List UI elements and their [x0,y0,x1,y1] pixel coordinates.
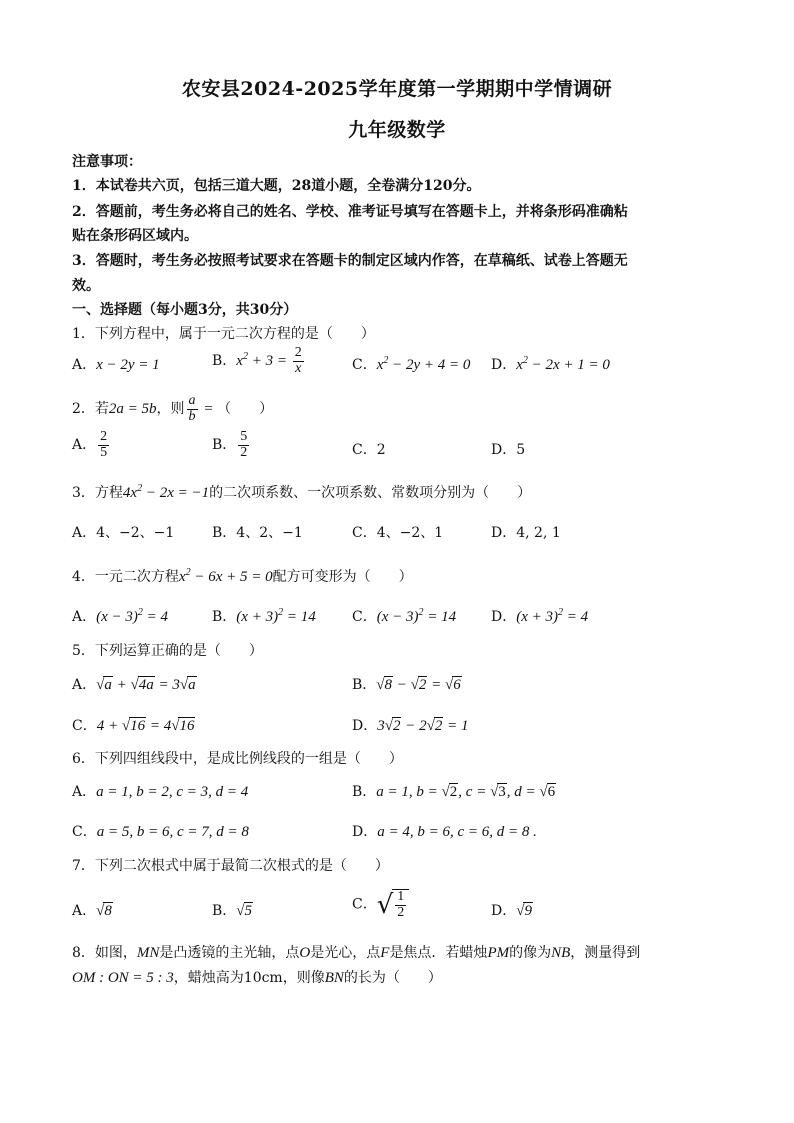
q6-option-c: C．a = 5, b = 6, c = 7, d = 8 [72,824,249,840]
question-8-line-1: 8．如图，MN是凸透镜的主光轴，点O是光心，点F是焦点．若蜡烛PM的像为NB，测量得到 [72,945,641,961]
q1-option-a: A．x − 2y = 1 [72,357,160,373]
q7-option-d: D．√9 [491,903,532,919]
q6-option-a: A．a = 1, b = 2, c = 3, d = 4 [72,784,249,800]
q3-option-a: A．4、−2、−1 [72,525,175,541]
q5-option-d: D．3√2 − 2√2 = 1 [352,718,469,734]
q5-option-c: C．4 + √16 = 4√16 [72,718,195,734]
q2-option-b: B． $\frac{5}{2}$ [212,429,248,460]
question-5-stem: 5．下列运算正确的是（ ） [72,643,263,659]
q1-option-b: B．$x^2 + 3$ = $\frac{2}{x}$ [212,345,302,376]
note-3-line-1: 3．答题时，考生务必按照考试要求在答题卡的制定区域内作答，在草稿纸、试卷上答题无 [72,253,628,269]
q3-option-d: D．4, 2, 1 [491,525,561,541]
q6-option-b: B．a = 1, b = √2, c = √3, d = √6 [352,784,556,800]
note-2-line-2: 贴在条形码区域内。 [72,228,198,244]
q2-option-d: D．5 [491,442,526,458]
q1-option-d: D．$x^2 - 2x + 1 = 0$ [491,355,610,373]
q1-option-c: C．$x^2 - 2y + 4 = 0$ [352,355,471,373]
note-1: 1．本试卷共六页，包括三道大题，28道小题，全卷满分120分。 [72,178,481,194]
q7-option-c: C．√ $\frac{1}{2}$ [352,889,409,920]
notes-heading: 注意事项： [72,154,142,170]
q4-option-d: D．$(x + 3)^2 = 4$ [491,607,589,625]
q7-option-a: A．√8 [72,903,112,919]
question-3-stem: 3．方程$4x^2 - 2x = -1$的二次项系数、一次项系数、常数项分别为（ ） [72,483,532,501]
question-1-stem: 1．下列方程中，属于一元二次方程的是（ ） [72,326,375,342]
q2-option-c: C．2 [352,442,386,458]
question-2-stem: 2．若2a = 5b，则 $\frac{a}{b}$ = （ ） [72,393,274,424]
question-6-stem: 6．下列四组线段中，是成比例线段的一组是（ ） [72,751,403,767]
note-2-line-1: 2．答题前，考生务必将自己的姓名、学校、准考证号填写在答题卡上，并将条形码准确粘 [72,204,628,220]
q4-option-b: B．$(x + 3)^2 = 14$ [212,607,316,625]
q5-option-a: A．√a + √4a = 3√a [72,677,196,693]
q5-option-b: B．√8 − √2 = √6 [352,677,461,693]
q3-option-b: B．4、2、−1 [212,525,303,541]
question-7-stem: 7．下列二次根式中属于最简二次根式的是（ ） [72,858,389,874]
q4-option-a: A．$(x - 3)^2 = 4$ [72,607,169,625]
q7-option-b: B．√5 [212,903,253,919]
exam-subtitle: 九年级数学 [348,119,446,141]
question-8-line-2: OM : ON = 5 : 3，蜡烛高为10cm，则像BN的长为（ ） [72,970,442,986]
section-heading: 一、选择题（每小题3分，共30分） [72,302,298,318]
question-4-stem: 4．一元二次方程$x^2 - 6x + 5 = 0$配方可变形为（ ） [72,567,413,585]
note-3-line-2: 效。 [72,278,100,294]
q2-option-a: A． $\frac{2}{5}$ [72,429,108,460]
exam-title: 农安县2024-2025学年度第一学期期中学情调研 [181,78,613,100]
q4-option-c: C．$(x - 3)^2 = 14$ [352,607,457,625]
q6-option-d: D．a = 4, b = 6, c = 6, d = 8 . [352,824,537,840]
q3-option-c: C．4、−2、1 [352,525,444,541]
